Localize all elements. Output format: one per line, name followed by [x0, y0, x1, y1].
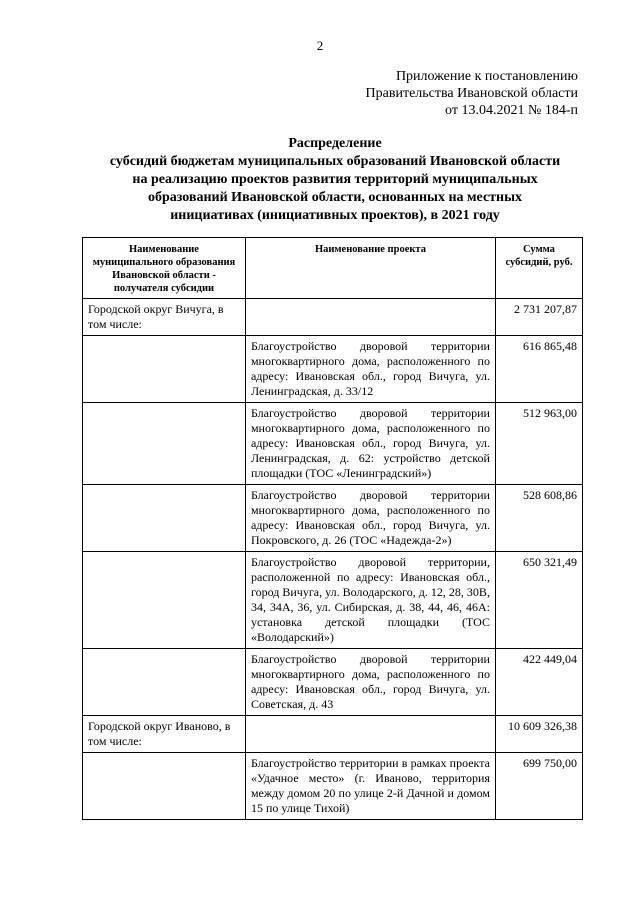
appendix-line-2: Правительства Ивановской области: [365, 86, 578, 101]
municipality-cell: [83, 485, 246, 552]
amount-cell: 10 609 326,38: [495, 716, 582, 753]
document-title: [70, 135, 600, 225]
table-row: [83, 485, 583, 552]
header-amount: Сумма субсидий, руб.: [495, 238, 582, 299]
title-line-2: субсидий бюджетам муниципальных образований Ивановской области: [109, 154, 561, 169]
amount-cell: 699 750,00: [495, 753, 582, 820]
project-cell: Благоустройство территории в рамках проекта «Удачное место» (г. Иваново, территория между домом 20 по улице 2-й Дачной и домом 15 по улице Тихой): [245, 753, 495, 820]
title-line-1: Распределение: [288, 136, 382, 151]
header-municipality: Наименование муниципального образования Ивановской области - получателя субсидии: [83, 238, 246, 299]
page-number: 2: [316, 38, 324, 53]
title-line-4: образований Ивановской области, основанных на местных: [147, 190, 523, 205]
amount-cell: 512 963,00: [495, 403, 582, 485]
amount-cell: 528 608,86: [495, 485, 582, 552]
project-cell: Благоустройство дворовой территории многоквартирного дома, расположенного по адресу: Ивановская обл., город Вичуга, ул. Покровского, д. 26 (ТОС «Надежда-2»): [245, 485, 495, 552]
appendix-line-3: от 13.04.2021 № 184-п: [445, 103, 578, 118]
header-project: Наименование проекта: [245, 238, 495, 299]
project-cell: Благоустройство дворовой территории многоквартирного дома, расположенного по адресу: Ивановская обл., город Вичуга, ул. Ленинградская, д. 62: устройство детской площадки (ТОС «Ленинградский»): [245, 403, 495, 485]
table-row: [83, 403, 583, 485]
municipality-cell: [83, 403, 246, 485]
amount-cell: 2 731 207,87: [495, 299, 582, 336]
subsidy-table: [82, 237, 583, 820]
municipality-cell: Городской округ Иваново, в том числе:: [83, 716, 246, 753]
table-row: [83, 649, 583, 716]
appendix-note: [366, 68, 578, 119]
amount-cell: 616 865,48: [495, 336, 582, 403]
table-row: [83, 336, 583, 403]
municipality-cell: Городской округ Вичуга, в том числе:: [83, 299, 246, 336]
project-cell: [245, 716, 495, 753]
table-row: [83, 299, 583, 336]
project-cell: [245, 299, 495, 336]
table-row: [83, 716, 583, 753]
project-cell: Благоустройство дворовой территории многоквартирного дома, расположенного по адресу: Ивановская обл., город Вичуга, ул. Советская, д. 43: [245, 649, 495, 716]
title-line-5: инициативах (инициативных проектов), в 2021 году: [170, 208, 500, 223]
project-cell: Благоустройство дворовой территории, расположенной по адресу: Ивановская обл., город Вичуга, ул. Володарского, д. 12, 28, 30В, 34, 34А, 36, ул. Сибирская, д. 38, 44, 46, 46А: установка детской площадки (ТОС «Володарский»): [245, 552, 495, 649]
project-cell: Благоустройство дворовой территории многоквартирного дома, расположенного по адресу: Ивановская обл., город Вичуга, ул. Ленинградская, д. 33/12: [245, 336, 495, 403]
appendix-line-1: Приложение к постановлению: [395, 69, 578, 84]
municipality-cell: [83, 753, 246, 820]
municipality-cell: [83, 336, 246, 403]
amount-cell: 422 449,04: [495, 649, 582, 716]
municipality-cell: [83, 649, 246, 716]
table-row: [83, 552, 583, 649]
amount-cell: 650 321,49: [495, 552, 582, 649]
municipality-cell: [83, 552, 246, 649]
table-row: [83, 753, 583, 820]
table-header-row: [83, 238, 583, 299]
title-line-3: на реализацию проектов развития территорий муниципальных: [132, 172, 538, 187]
